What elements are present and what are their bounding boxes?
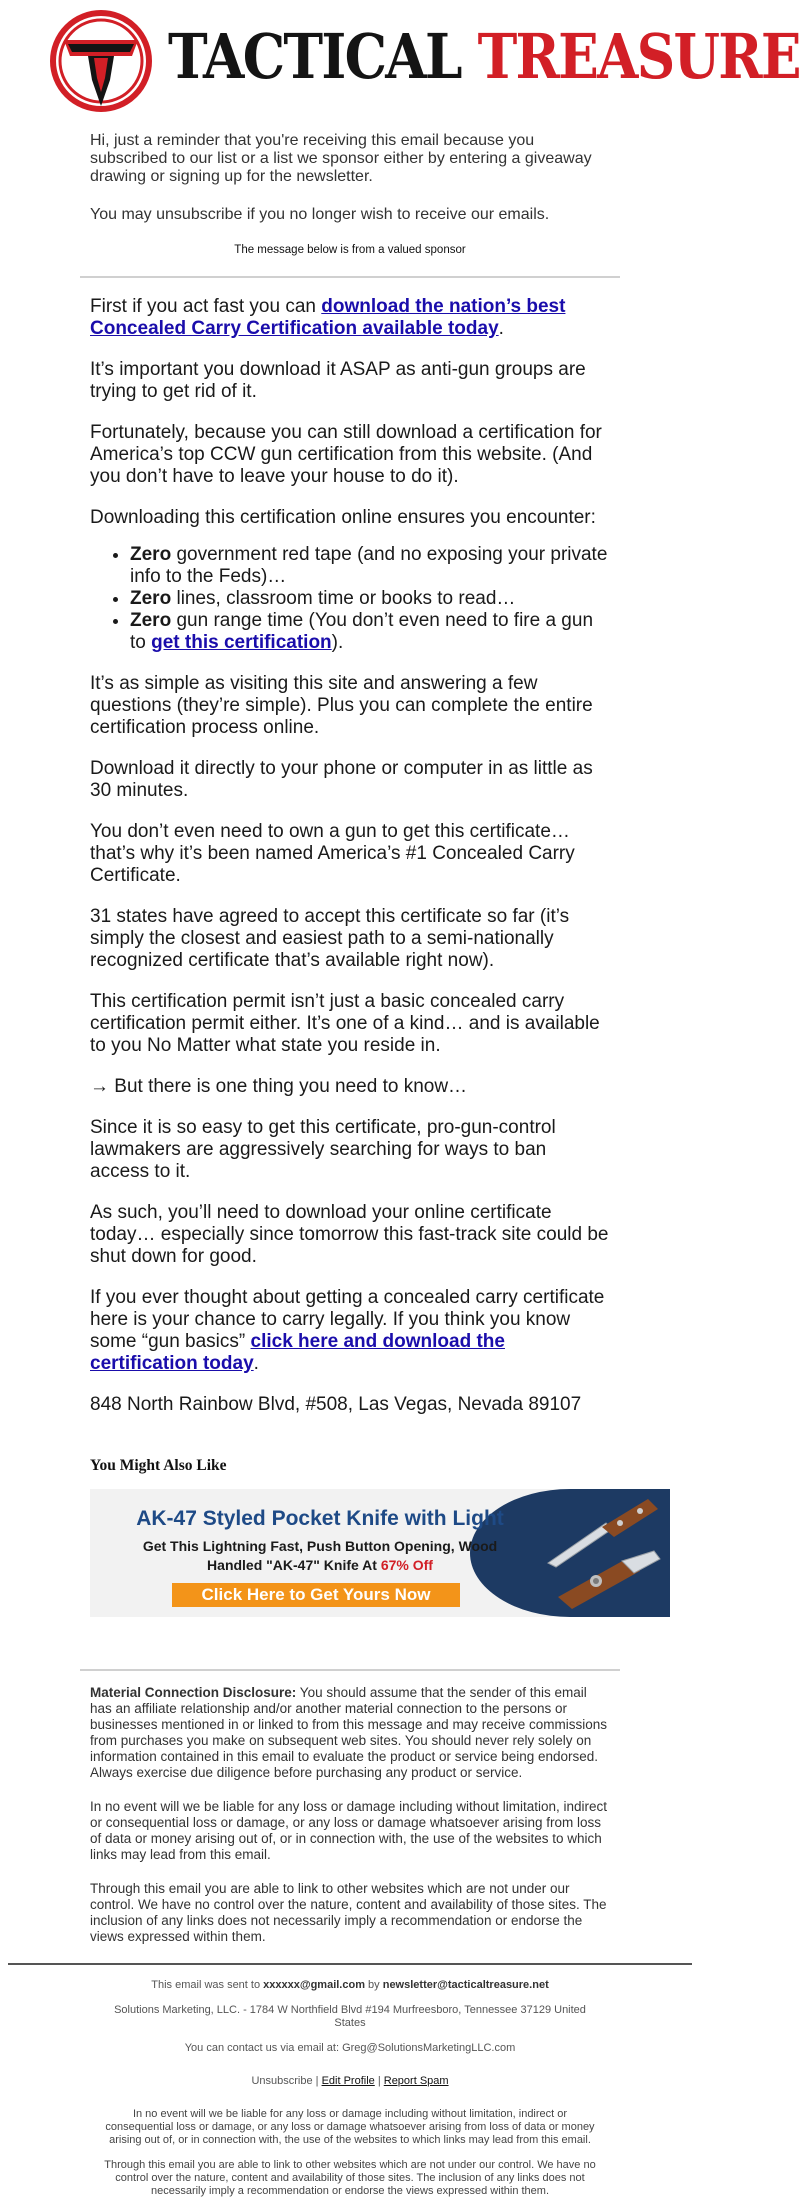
article-paragraph: Since it is so easy to get this certificate, pro-gun-control lawmakers are aggressively searching for ways to ban access to it. <box>90 1117 556 1182</box>
paragraph-text: . <box>498 318 504 339</box>
contact-line: You can contact us via email at: Greg@SolutionsMarketingLLC.com <box>184 2041 516 2054</box>
you-might-also-like-section <box>40 1435 660 1617</box>
article-paragraph: → But there is one thing you need to know… <box>90 1076 468 1097</box>
footer-text: This email was sent to <box>151 1978 264 1991</box>
email-header <box>40 0 800 118</box>
bullet-bold: Zero <box>130 544 172 565</box>
get-yours-button[interactable]: Click Here to Get Yours Now <box>172 1583 460 1607</box>
footer-liability: In no event will we be liable for any loss or damage including without limitation, indirect or consequential loss or damage, or any loss or damage whatsoever arising from loss of data or money arising out of, or in connection with, the use of the websites to which links may lead from this email. <box>105 2107 595 2146</box>
footer-links <box>100 2075 600 2088</box>
disclosure-text: You should assume that the sender of this email has an affiliate relationship and/or another material connection to the persons or businesses mentioned in or linked to from this message and may receive commissions from purchases you make on subsequent web sites. You should never rely solely on information contained in this email to evaluate the product or service being endorsed. Always exercise due diligence before purchasing any product or service. <box>90 1685 607 1780</box>
brand-wordmark[interactable] <box>168 20 800 93</box>
bullet-text: ). <box>331 632 344 653</box>
subscription-reminder: Hi, just a reminder that you're receiving this email because you subscribed to our list or a list we sponsor either by entering a giveaway drawing or signing up for the newsletter. <box>90 132 592 185</box>
liability-disclaimer: In no event will we be liable for any loss or damage including without limitation, indirect or consequential loss or damage, or any loss or damage whatsoever arising from loss of data or money arising out of, or in connection with, the use of the websites to which links may lead from this email. <box>90 1799 608 1862</box>
separator: | <box>374 2074 384 2087</box>
knife-ad-banner[interactable] <box>90 1489 670 1617</box>
paragraph-text: that’s why it’s been named America’s #1 Concealed Carry Certificate. <box>90 843 575 886</box>
article-paragraph: Fortunately, because you can still download a certification for America’s top CCW gun certification from this website. (And you don’t have to leave your house to do it). <box>90 422 602 487</box>
bullet-bold: Zero <box>130 610 172 631</box>
get-certification-link[interactable]: get this certification <box>151 632 332 653</box>
bullet-text: government red tape (and no exposing your private info to the Feds)… <box>130 544 608 587</box>
article-body <box>40 278 660 1416</box>
sponsor-address: 848 North Rainbow Blvd, #508, Las Vegas, Nevada 89107 <box>90 1394 582 1415</box>
article-paragraph <box>90 821 610 887</box>
footer-text: by <box>364 1978 383 1991</box>
external-links-disclaimer: Through this email you are able to link to other websites which are not under our control. We have no control over the nature, content and availability of those sites. The inclusion of any links does not necessarily imply a recommendation or endorse the views expressed within them. <box>90 1881 607 1944</box>
banner-subtitle-line: Handled "AK-47" Knife At <box>207 1557 381 1573</box>
article-paragraph: It’s as simple as visiting this site and answering a few questions (they’re simple). Plus you can complete the entire certification process online. <box>90 673 593 738</box>
brand-name-part1: TACTICAL <box>168 20 461 93</box>
article-paragraph: It’s important you download it ASAP as anti-gun groups are trying to get rid of it. <box>90 359 586 402</box>
list-item <box>130 544 610 588</box>
article-paragraph: Download it directly to your phone or computer in as little as 30 minutes. <box>90 758 593 801</box>
pocket-knife-icon <box>536 1493 666 1613</box>
edit-profile-link[interactable]: Edit Profile <box>321 2074 375 2087</box>
sponsor-note: The message below is from a valued sponsor <box>234 244 466 256</box>
banner-subtitle <box>100 1537 540 1575</box>
list-item <box>130 610 610 654</box>
paragraph-text: You don’t even need to own a gun to get this certificate… <box>90 821 570 842</box>
bullet-text: lines, classroom time or books to read… <box>171 588 516 609</box>
download-certification-link[interactable]: download the nation’s best Concealed Carry Certification available today <box>90 296 566 339</box>
banner-subtitle-line: Get This Lightning Fast, Push Button Opening, Wood <box>142 1538 498 1554</box>
paragraph-text: . <box>253 1353 259 1374</box>
intro-section <box>40 118 660 224</box>
brand-name-part2: TREASURE <box>477 20 800 93</box>
separator: | <box>312 2074 322 2087</box>
email-body <box>40 0 800 1945</box>
article-paragraph: This certification permit isn’t just a basic concealed carry certification permit either. It’s one of a kind… and is available to you No Matter what state you reside in. <box>90 991 600 1056</box>
article-paragraph: Downloading this certification online ensures you encounter: <box>90 507 596 528</box>
discount-percent: 67% Off <box>380 1557 433 1573</box>
paragraph-text: First if you act fast you can <box>90 296 322 317</box>
recipient-email: xxxxxx@gmail.com <box>263 1978 365 1991</box>
bullet-text: gun range time (You don’t even need to fire a gun to <box>130 610 594 653</box>
footer-links-disclaimer: Through this email you are able to link to other websites which are not under our control. We have no control over the nature, content and availability of those sites. The inclusion of any links does not necessarily imply a recommendation or endorse the views expressed within them. <box>104 2158 596 2197</box>
sent-to-line <box>100 1979 600 1992</box>
list-item <box>130 588 610 610</box>
article-paragraph <box>90 296 610 340</box>
disclaimer-section <box>40 1671 660 1945</box>
report-spam-link[interactable]: Report Spam <box>383 2074 449 2087</box>
email-footer <box>0 1965 700 2198</box>
unsubscribe-note: You may unsubscribe if you no longer wish to receive our emails. <box>90 206 550 223</box>
unsubscribe-link[interactable]: Unsubscribe <box>251 2074 313 2087</box>
article-paragraph: As such, you’ll need to download your online certificate today… especially since tomorrow this fast-track site could be shut down for good. <box>90 1202 609 1267</box>
tactical-treasure-logo-icon[interactable] <box>50 10 152 112</box>
click-here-download-link[interactable]: click here and download the certification today <box>90 1331 505 1374</box>
benefits-list <box>90 544 610 654</box>
section-heading: You Might Also Like <box>90 1457 227 1474</box>
sender-email: newsletter@tacticaltreasure.net <box>382 1978 549 1991</box>
bullet-bold: Zero <box>130 588 172 609</box>
company-address: Solutions Marketing, LLC. - 1784 W Northfield Blvd #194 Murfreesboro, Tennessee 37129 United States <box>114 2003 586 2029</box>
disclosure-label: Material Connection Disclosure: <box>90 1685 297 1700</box>
banner-title: AK-47 Styled Pocket Knife with Light <box>136 1507 504 1530</box>
article-paragraph: 31 states have agreed to accept this certificate so far (it’s simply the closest and easiest path to a semi-nationally recognized certificate that’s available right now). <box>90 906 570 971</box>
paragraph-text: If you ever thought about getting a concealed carry certificate here is your chance to carry legally. If you think you know some “gun basics” <box>90 1287 605 1352</box>
article-paragraph <box>90 1287 610 1375</box>
material-connection-disclosure <box>90 1685 610 1781</box>
